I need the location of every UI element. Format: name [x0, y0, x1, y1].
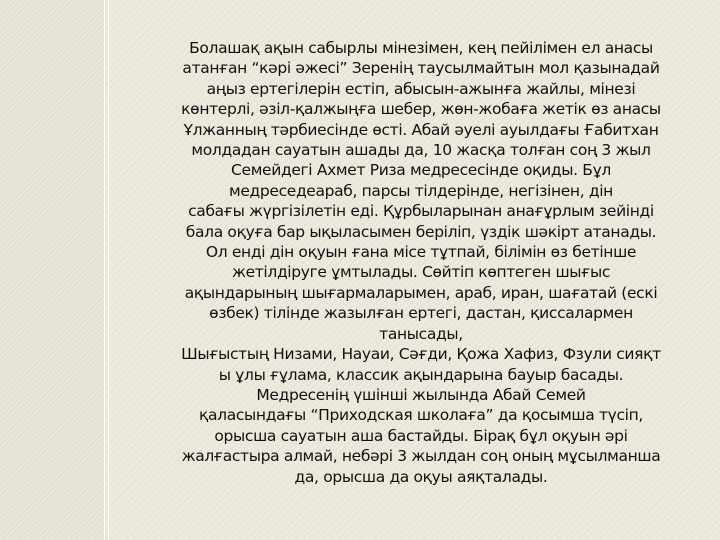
text-line: медреседеараб, парсы тілдерінде, негізінен, дін — [229, 181, 613, 200]
divider-line — [108, 0, 109, 540]
text-line: молдадан сауатын ашады да, 10 жасқа толған соң 3 жыл — [191, 141, 651, 160]
body-text — [132, 38, 710, 487]
text-line: Ұлжанның тәрбиесінде өсті. Абай әуелі ауылдағы Ғабитхан — [183, 120, 659, 139]
text-line: атанған “кәрі әжесі” Зеренің таусылмайтын мол қазынадай — [182, 59, 660, 78]
text-line: орысша сауатын аша бастайды. Бірақ бұл оқуын әрі — [214, 426, 628, 445]
text-line: Болашақ ақын сабырлы мінезімен, кең пейілімен ел анасы — [189, 39, 653, 57]
text-line: бала оқуға бар ықыласымен беріліп, үздік шәкірт атанады. — [185, 222, 657, 241]
divider-line — [104, 0, 105, 540]
text-line: жалғастыра алмай, небәрі 3 жылдан соң оның мұсылманша — [181, 447, 661, 466]
text-line: жетілдіруге ұмтылады. Сөйтіп көптеген шығыс — [231, 263, 611, 282]
text-line: аңыз ертегілерін естіп, абысын-ажынға жайлы, мінезі — [206, 79, 636, 98]
text-line: Шығыстың Низами, Науаи, Сәғди, Қожа Хафиз, Фзули сияқт — [181, 345, 661, 364]
text-line: да, орысша да оқуы аяқталады. — [294, 467, 548, 486]
text-line: сабағы жүргізілетін еді. Құрбыларынан анағұрлым зейінді — [188, 202, 654, 221]
text-line: Семейдегі Ахмет Риза медресесінде оқиды. Бұл — [231, 161, 611, 180]
text-line: Ол енді дін оқуын ғана місе тұтпай, білімін өз бетінше — [205, 243, 637, 262]
left-panel — [0, 0, 104, 540]
text-line: ы ұлы ғұлама, классик ақындарына бауыр басады. — [218, 365, 624, 384]
text-line: көнтерлі, әзіл-қалжыңға шебер, жөн-жобаға жетік өз анасы — [181, 100, 661, 119]
text-line: танысады, — [379, 324, 463, 343]
text-line: өзбек) тілінде жазылған ертегі, дастан, қиссалармен — [209, 304, 633, 323]
text-line: қаласындағы “Приходская школаға” да қосымша түсіп, — [199, 406, 643, 425]
text-line: ақындарының шығармаларымен, араб, иран, шағатай (ескі — [184, 283, 658, 302]
text-line: Медресенің үшінші жылында Абай Семей — [256, 385, 586, 404]
